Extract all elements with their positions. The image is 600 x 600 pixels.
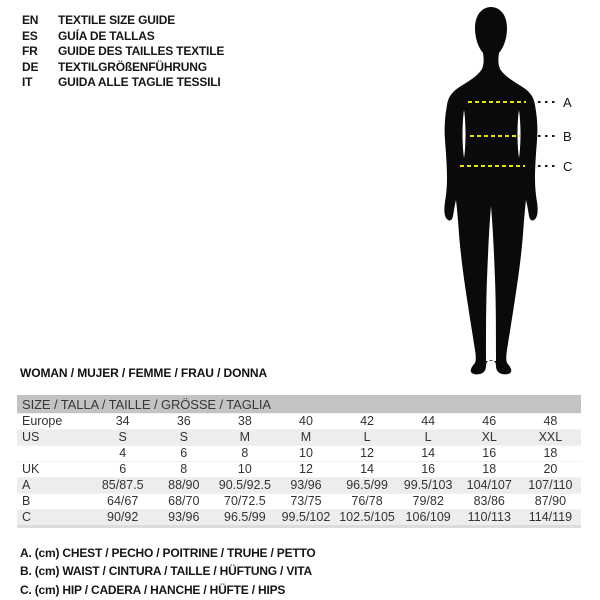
row-label: C (17, 510, 92, 527)
row-label: Europe (17, 414, 92, 430)
cell: 99.5/103 (398, 478, 459, 494)
cell: 96.5/99 (214, 510, 275, 527)
table-row-europe (17, 414, 581, 430)
table-row-us (17, 430, 581, 446)
marker-label-a: A (563, 95, 572, 110)
cell: 10 (275, 446, 336, 462)
table-row-chest (17, 478, 581, 494)
cell: 73/75 (275, 494, 336, 510)
cell: 93/96 (275, 478, 336, 494)
lang-text: TEXTILE SIZE GUIDE (58, 13, 176, 27)
cell: 106/109 (398, 510, 459, 527)
table-header-row (17, 395, 581, 414)
cell: 85/87.5 (92, 478, 153, 494)
lang-code: IT (22, 75, 33, 90)
cell: 44 (398, 414, 459, 430)
cell: 114/119 (520, 510, 581, 527)
row-label: US (17, 430, 92, 446)
cell: 16 (459, 446, 520, 462)
cell: 36 (153, 414, 214, 430)
cell: S (92, 430, 153, 446)
cell: 87/90 (520, 494, 581, 510)
cell: 70/72.5 (214, 494, 275, 510)
cell: XXL (520, 430, 581, 446)
cell: S (153, 430, 214, 446)
cell: 10 (214, 462, 275, 478)
chest-leader-dots (531, 101, 557, 103)
row-label (17, 446, 92, 462)
cell: 99.5/102 (275, 510, 336, 527)
marker-label-c: C (563, 159, 573, 174)
cell: 107/110 (520, 478, 581, 494)
cell: 14 (337, 462, 398, 478)
cell: 104/107 (459, 478, 520, 494)
row-label: B (17, 494, 92, 510)
cell: 34 (92, 414, 153, 430)
legend-hip: C. (cm) HIP / CADERA / HANCHE / HÜFTE / HIPS (20, 582, 286, 597)
hip-dash-line (460, 165, 525, 167)
cell: 8 (153, 462, 214, 478)
row-label: UK (17, 462, 92, 478)
cell: 16 (398, 462, 459, 478)
lang-row-en (22, 13, 224, 29)
size-table (17, 395, 581, 528)
cell: 90.5/92.5 (214, 478, 275, 494)
cell: 64/67 (92, 494, 153, 510)
cell: 93/96 (153, 510, 214, 527)
waist-dash-line (470, 135, 520, 137)
lang-code: ES (22, 28, 38, 43)
cell: 14 (398, 446, 459, 462)
cell: 76/78 (337, 494, 398, 510)
cell: L (337, 430, 398, 446)
table-row-uk (17, 462, 581, 478)
section-title: WOMAN / MUJER / FEMME / FRAU / DONNA (20, 366, 268, 380)
cell: 46 (459, 414, 520, 430)
table-row-hip (17, 510, 581, 527)
lang-text: GUÍA DE TALLAS (58, 28, 155, 43)
waist-leader-dots (531, 135, 557, 137)
cell: 6 (92, 462, 153, 478)
lang-row-de (22, 60, 224, 76)
cell: 20 (520, 462, 581, 478)
cell: 90/92 (92, 510, 153, 527)
legend-chest: A. (cm) CHEST / PECHO / POITRINE / TRUHE / PETTO (20, 546, 316, 560)
cell: XL (459, 430, 520, 446)
language-list (22, 13, 224, 91)
lang-code: FR (22, 44, 38, 59)
lang-text: GUIDE DES TAILLES TEXTILE (58, 44, 225, 59)
cell: 12 (275, 462, 336, 478)
cell: 88/90 (153, 478, 214, 494)
lang-text: GUIDA ALLE TAGLIE TESSILI (58, 75, 221, 90)
hip-leader-dots (531, 165, 557, 167)
measurement-legend (20, 544, 316, 599)
cell: M (275, 430, 336, 446)
lang-row-fr (22, 44, 224, 60)
cell: 40 (275, 414, 336, 430)
lang-text: TEXTILGRÖßENFÜHRUNG (58, 59, 207, 74)
cell: 38 (214, 414, 275, 430)
lang-code: EN (22, 13, 39, 27)
cell: 12 (337, 446, 398, 462)
woman-silhouette (438, 4, 546, 375)
cell: 96.5/99 (337, 478, 398, 494)
lang-row-it (22, 75, 224, 91)
legend-waist: B. (cm) WAIST / CINTURA / TAILLE / HÜFTUNG / VITA (20, 564, 312, 579)
marker-label-b: B (563, 129, 572, 144)
cell: L (398, 430, 459, 446)
table-row-us-numeric (17, 446, 581, 462)
lang-code: DE (22, 59, 39, 74)
cell: 4 (92, 446, 153, 462)
cell: 79/82 (398, 494, 459, 510)
cell: 110/113 (459, 510, 520, 527)
cell: 8 (214, 446, 275, 462)
table-header: SIZE / TALLA / TAILLE / GRÖSSE / TAGLIA (17, 395, 581, 414)
cell: 48 (520, 414, 581, 430)
cell: 18 (520, 446, 581, 462)
cell: 42 (337, 414, 398, 430)
cell: 83/86 (459, 494, 520, 510)
cell: M (214, 430, 275, 446)
cell: 68/70 (153, 494, 214, 510)
table-row-waist (17, 494, 581, 510)
cell: 6 (153, 446, 214, 462)
lang-row-es (22, 29, 224, 45)
row-label: A (17, 478, 92, 494)
chest-dash-line (468, 101, 526, 103)
cell: 102.5/105 (337, 510, 398, 527)
cell: 18 (459, 462, 520, 478)
